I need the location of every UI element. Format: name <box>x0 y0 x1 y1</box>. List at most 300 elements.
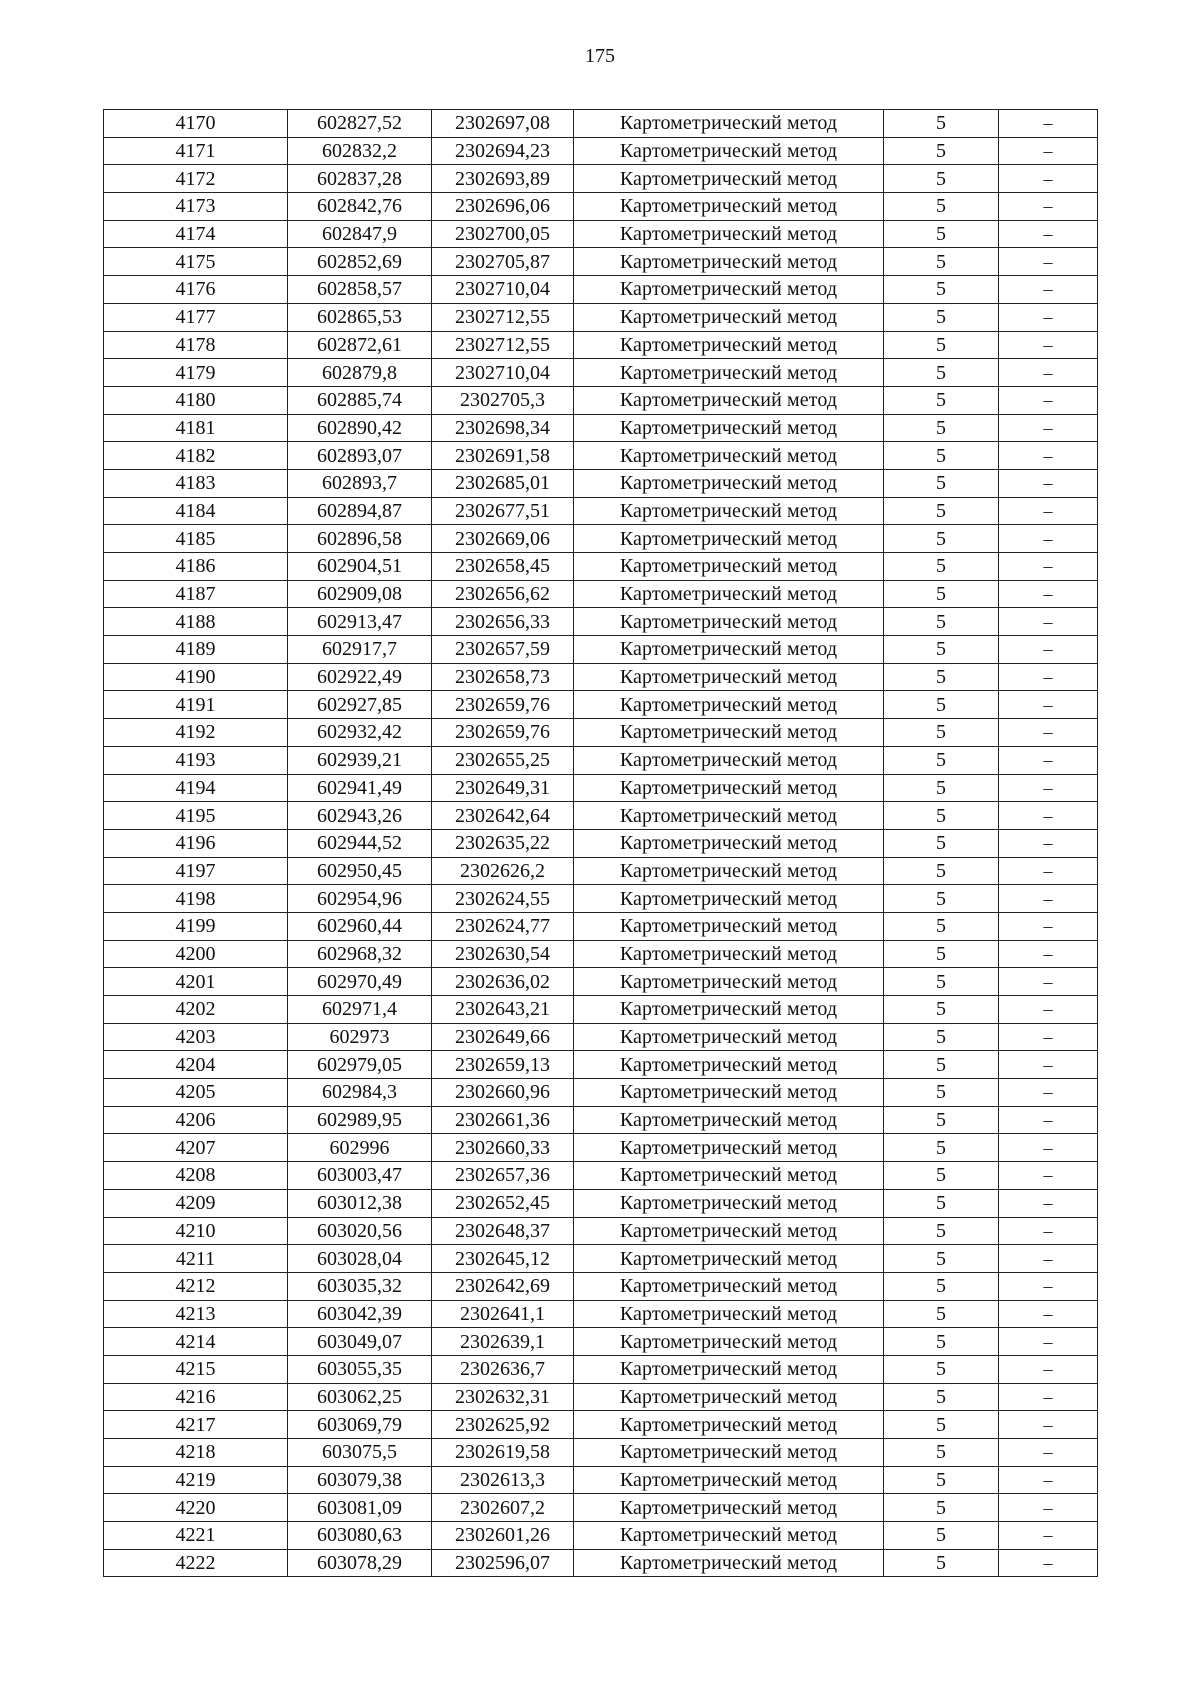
point-number-cell: 4215 <box>104 1355 288 1383</box>
method-cell: Картометрический метод <box>574 996 884 1024</box>
table-row <box>104 1106 1098 1134</box>
point-number-cell: 4183 <box>104 469 288 497</box>
coordinates-table <box>103 109 1098 1577</box>
point-number-cell: 4186 <box>104 553 288 581</box>
method-cell: Картометрический метод <box>574 1355 884 1383</box>
y-coordinate-cell: 2302710,04 <box>432 359 574 387</box>
y-coordinate-cell: 2302624,55 <box>432 885 574 913</box>
table-row <box>104 1162 1098 1190</box>
page-number: 175 <box>585 45 615 67</box>
y-coordinate-cell: 2302652,45 <box>432 1189 574 1217</box>
x-coordinate-cell: 602996 <box>288 1134 432 1162</box>
note-cell: – <box>999 1383 1098 1411</box>
method-cell: Картометрический метод <box>574 1189 884 1217</box>
table-row <box>104 996 1098 1024</box>
table-row <box>104 746 1098 774</box>
accuracy-cell: 5 <box>884 1051 999 1079</box>
method-cell: Картометрический метод <box>574 303 884 331</box>
accuracy-cell: 5 <box>884 220 999 248</box>
point-number-cell: 4222 <box>104 1549 288 1577</box>
y-coordinate-cell: 2302626,2 <box>432 857 574 885</box>
x-coordinate-cell: 602971,4 <box>288 996 432 1024</box>
x-coordinate-cell: 602852,69 <box>288 248 432 276</box>
table-row <box>104 857 1098 885</box>
note-cell: – <box>999 663 1098 691</box>
x-coordinate-cell: 602941,49 <box>288 774 432 802</box>
x-coordinate-cell: 602950,45 <box>288 857 432 885</box>
x-coordinate-cell: 602837,28 <box>288 165 432 193</box>
method-cell: Картометрический метод <box>574 1245 884 1273</box>
y-coordinate-cell: 2302649,31 <box>432 774 574 802</box>
note-cell: – <box>999 110 1098 138</box>
table-row <box>104 1217 1098 1245</box>
note-cell: – <box>999 276 1098 304</box>
note-cell: – <box>999 386 1098 414</box>
point-number-cell: 4189 <box>104 636 288 664</box>
point-number-cell: 4192 <box>104 719 288 747</box>
x-coordinate-cell: 602939,21 <box>288 746 432 774</box>
note-cell: – <box>999 1162 1098 1190</box>
y-coordinate-cell: 2302660,96 <box>432 1079 574 1107</box>
y-coordinate-cell: 2302659,76 <box>432 691 574 719</box>
x-coordinate-cell: 602984,3 <box>288 1079 432 1107</box>
point-number-cell: 4209 <box>104 1189 288 1217</box>
note-cell: – <box>999 746 1098 774</box>
accuracy-cell: 5 <box>884 386 999 414</box>
note-cell: – <box>999 940 1098 968</box>
x-coordinate-cell: 602979,05 <box>288 1051 432 1079</box>
accuracy-cell: 5 <box>884 137 999 165</box>
y-coordinate-cell: 2302657,59 <box>432 636 574 664</box>
x-coordinate-cell: 602885,74 <box>288 386 432 414</box>
x-coordinate-cell: 602858,57 <box>288 276 432 304</box>
method-cell: Картометрический метод <box>574 1328 884 1356</box>
x-coordinate-cell: 602872,61 <box>288 331 432 359</box>
table-row <box>104 303 1098 331</box>
x-coordinate-cell: 602904,51 <box>288 553 432 581</box>
note-cell: – <box>999 1106 1098 1134</box>
note-cell: – <box>999 1079 1098 1107</box>
table-row <box>104 1466 1098 1494</box>
accuracy-cell: 5 <box>884 165 999 193</box>
point-number-cell: 4198 <box>104 885 288 913</box>
accuracy-cell: 5 <box>884 1162 999 1190</box>
accuracy-cell: 5 <box>884 1079 999 1107</box>
x-coordinate-cell: 603003,47 <box>288 1162 432 1190</box>
note-cell: – <box>999 691 1098 719</box>
method-cell: Картометрический метод <box>574 1411 884 1439</box>
x-coordinate-cell: 603035,32 <box>288 1272 432 1300</box>
x-coordinate-cell: 602932,42 <box>288 719 432 747</box>
note-cell: – <box>999 1439 1098 1467</box>
note-cell: – <box>999 497 1098 525</box>
y-coordinate-cell: 2302656,62 <box>432 580 574 608</box>
method-cell: Картометрический метод <box>574 580 884 608</box>
note-cell: – <box>999 525 1098 553</box>
point-number-cell: 4199 <box>104 912 288 940</box>
accuracy-cell: 5 <box>884 663 999 691</box>
method-cell: Картометрический метод <box>574 1051 884 1079</box>
note-cell: – <box>999 442 1098 470</box>
note-cell: – <box>999 1522 1098 1550</box>
accuracy-cell: 5 <box>884 248 999 276</box>
method-cell: Картометрический метод <box>574 912 884 940</box>
x-coordinate-cell: 603078,29 <box>288 1549 432 1577</box>
y-coordinate-cell: 2302694,23 <box>432 137 574 165</box>
accuracy-cell: 5 <box>884 303 999 331</box>
point-number-cell: 4172 <box>104 165 288 193</box>
y-coordinate-cell: 2302649,66 <box>432 1023 574 1051</box>
accuracy-cell: 5 <box>884 968 999 996</box>
y-coordinate-cell: 2302705,87 <box>432 248 574 276</box>
accuracy-cell: 5 <box>884 193 999 221</box>
note-cell: – <box>999 857 1098 885</box>
y-coordinate-cell: 2302659,76 <box>432 719 574 747</box>
note-cell: – <box>999 1134 1098 1162</box>
y-coordinate-cell: 2302655,25 <box>432 746 574 774</box>
y-coordinate-cell: 2302642,69 <box>432 1272 574 1300</box>
table-row <box>104 691 1098 719</box>
table-row <box>104 1245 1098 1273</box>
accuracy-cell: 5 <box>884 497 999 525</box>
method-cell: Картометрический метод <box>574 193 884 221</box>
note-cell: – <box>999 1355 1098 1383</box>
method-cell: Картометрический метод <box>574 636 884 664</box>
accuracy-cell: 5 <box>884 1300 999 1328</box>
point-number-cell: 4200 <box>104 940 288 968</box>
point-number-cell: 4181 <box>104 414 288 442</box>
x-coordinate-cell: 602944,52 <box>288 829 432 857</box>
method-cell: Картометрический метод <box>574 968 884 996</box>
note-cell: – <box>999 469 1098 497</box>
point-number-cell: 4211 <box>104 1245 288 1273</box>
table-row <box>104 193 1098 221</box>
x-coordinate-cell: 602847,9 <box>288 220 432 248</box>
x-coordinate-cell: 602827,52 <box>288 110 432 138</box>
note-cell: – <box>999 1466 1098 1494</box>
accuracy-cell: 5 <box>884 774 999 802</box>
accuracy-cell: 5 <box>884 469 999 497</box>
method-cell: Картометрический метод <box>574 1466 884 1494</box>
point-number-cell: 4219 <box>104 1466 288 1494</box>
note-cell: – <box>999 165 1098 193</box>
method-cell: Картометрический метод <box>574 220 884 248</box>
x-coordinate-cell: 603062,25 <box>288 1383 432 1411</box>
y-coordinate-cell: 2302660,33 <box>432 1134 574 1162</box>
y-coordinate-cell: 2302669,06 <box>432 525 574 553</box>
accuracy-cell: 5 <box>884 1411 999 1439</box>
method-cell: Картометрический метод <box>574 553 884 581</box>
table-row <box>104 829 1098 857</box>
method-cell: Картометрический метод <box>574 248 884 276</box>
x-coordinate-cell: 602865,53 <box>288 303 432 331</box>
x-coordinate-cell: 602893,7 <box>288 469 432 497</box>
y-coordinate-cell: 2302696,06 <box>432 193 574 221</box>
x-coordinate-cell: 602842,76 <box>288 193 432 221</box>
method-cell: Картометрический метод <box>574 802 884 830</box>
method-cell: Картометрический метод <box>574 331 884 359</box>
point-number-cell: 4196 <box>104 829 288 857</box>
point-number-cell: 4180 <box>104 386 288 414</box>
y-coordinate-cell: 2302685,01 <box>432 469 574 497</box>
x-coordinate-cell: 603081,09 <box>288 1494 432 1522</box>
table-row <box>104 331 1098 359</box>
method-cell: Картометрический метод <box>574 857 884 885</box>
table-row <box>104 1383 1098 1411</box>
x-coordinate-cell: 603012,38 <box>288 1189 432 1217</box>
accuracy-cell: 5 <box>884 525 999 553</box>
coordinates-table-body <box>104 110 1098 1577</box>
note-cell: – <box>999 580 1098 608</box>
method-cell: Картометрический метод <box>574 1134 884 1162</box>
accuracy-cell: 5 <box>884 580 999 608</box>
accuracy-cell: 5 <box>884 996 999 1024</box>
accuracy-cell: 5 <box>884 1466 999 1494</box>
accuracy-cell: 5 <box>884 1328 999 1356</box>
table-row <box>104 1439 1098 1467</box>
note-cell: – <box>999 719 1098 747</box>
method-cell: Картометрический метод <box>574 414 884 442</box>
y-coordinate-cell: 2302710,04 <box>432 276 574 304</box>
note-cell: – <box>999 802 1098 830</box>
note-cell: – <box>999 331 1098 359</box>
method-cell: Картометрический метод <box>574 1106 884 1134</box>
accuracy-cell: 5 <box>884 359 999 387</box>
table-row <box>104 663 1098 691</box>
note-cell: – <box>999 248 1098 276</box>
note-cell: – <box>999 1411 1098 1439</box>
note-cell: – <box>999 1023 1098 1051</box>
accuracy-cell: 5 <box>884 1245 999 1273</box>
accuracy-cell: 5 <box>884 1189 999 1217</box>
y-coordinate-cell: 2302639,1 <box>432 1328 574 1356</box>
y-coordinate-cell: 2302643,21 <box>432 996 574 1024</box>
accuracy-cell: 5 <box>884 940 999 968</box>
method-cell: Картометрический метод <box>574 1439 884 1467</box>
note-cell: – <box>999 1245 1098 1273</box>
table-row <box>104 1079 1098 1107</box>
point-number-cell: 4214 <box>104 1328 288 1356</box>
point-number-cell: 4193 <box>104 746 288 774</box>
note-cell: – <box>999 968 1098 996</box>
method-cell: Картометрический метод <box>574 1522 884 1550</box>
accuracy-cell: 5 <box>884 829 999 857</box>
x-coordinate-cell: 602894,87 <box>288 497 432 525</box>
table-row <box>104 1189 1098 1217</box>
y-coordinate-cell: 2302624,77 <box>432 912 574 940</box>
point-number-cell: 4207 <box>104 1134 288 1162</box>
method-cell: Картометрический метод <box>574 1549 884 1577</box>
y-coordinate-cell: 2302656,33 <box>432 608 574 636</box>
y-coordinate-cell: 2302661,36 <box>432 1106 574 1134</box>
table-row <box>104 1522 1098 1550</box>
table-row <box>104 1411 1098 1439</box>
point-number-cell: 4202 <box>104 996 288 1024</box>
x-coordinate-cell: 603079,38 <box>288 1466 432 1494</box>
table-row <box>104 580 1098 608</box>
table-row <box>104 220 1098 248</box>
y-coordinate-cell: 2302691,58 <box>432 442 574 470</box>
x-coordinate-cell: 602893,07 <box>288 442 432 470</box>
accuracy-cell: 5 <box>884 110 999 138</box>
y-coordinate-cell: 2302632,31 <box>432 1383 574 1411</box>
point-number-cell: 4184 <box>104 497 288 525</box>
y-coordinate-cell: 2302659,13 <box>432 1051 574 1079</box>
point-number-cell: 4218 <box>104 1439 288 1467</box>
point-number-cell: 4171 <box>104 137 288 165</box>
method-cell: Картометрический метод <box>574 137 884 165</box>
note-cell: – <box>999 359 1098 387</box>
accuracy-cell: 5 <box>884 276 999 304</box>
x-coordinate-cell: 603080,63 <box>288 1522 432 1550</box>
method-cell: Картометрический метод <box>574 1383 884 1411</box>
y-coordinate-cell: 2302658,73 <box>432 663 574 691</box>
table-row <box>104 1355 1098 1383</box>
y-coordinate-cell: 2302630,54 <box>432 940 574 968</box>
accuracy-cell: 5 <box>884 719 999 747</box>
y-coordinate-cell: 2302677,51 <box>432 497 574 525</box>
method-cell: Картометрический метод <box>574 746 884 774</box>
x-coordinate-cell: 603042,39 <box>288 1300 432 1328</box>
y-coordinate-cell: 2302657,36 <box>432 1162 574 1190</box>
accuracy-cell: 5 <box>884 857 999 885</box>
y-coordinate-cell: 2302635,22 <box>432 829 574 857</box>
y-coordinate-cell: 2302596,07 <box>432 1549 574 1577</box>
note-cell: – <box>999 553 1098 581</box>
point-number-cell: 4188 <box>104 608 288 636</box>
method-cell: Картометрический метод <box>574 1217 884 1245</box>
table-row <box>104 885 1098 913</box>
y-coordinate-cell: 2302698,34 <box>432 414 574 442</box>
y-coordinate-cell: 2302697,08 <box>432 110 574 138</box>
method-cell: Картометрический метод <box>574 525 884 553</box>
point-number-cell: 4216 <box>104 1383 288 1411</box>
method-cell: Картометрический метод <box>574 359 884 387</box>
table-row <box>104 940 1098 968</box>
point-number-cell: 4208 <box>104 1162 288 1190</box>
point-number-cell: 4182 <box>104 442 288 470</box>
y-coordinate-cell: 2302705,3 <box>432 386 574 414</box>
note-cell: – <box>999 912 1098 940</box>
table-row <box>104 414 1098 442</box>
accuracy-cell: 5 <box>884 1272 999 1300</box>
method-cell: Картометрический метод <box>574 442 884 470</box>
accuracy-cell: 5 <box>884 331 999 359</box>
note-cell: – <box>999 1494 1098 1522</box>
accuracy-cell: 5 <box>884 553 999 581</box>
y-coordinate-cell: 2302607,2 <box>432 1494 574 1522</box>
method-cell: Картометрический метод <box>574 719 884 747</box>
note-cell: – <box>999 1189 1098 1217</box>
y-coordinate-cell: 2302625,92 <box>432 1411 574 1439</box>
accuracy-cell: 5 <box>884 691 999 719</box>
x-coordinate-cell: 602973 <box>288 1023 432 1051</box>
table-row <box>104 165 1098 193</box>
note-cell: – <box>999 996 1098 1024</box>
method-cell: Картометрический метод <box>574 1079 884 1107</box>
y-coordinate-cell: 2302658,45 <box>432 553 574 581</box>
x-coordinate-cell: 602922,49 <box>288 663 432 691</box>
table-row <box>104 636 1098 664</box>
table-row <box>104 774 1098 802</box>
table-row <box>104 1051 1098 1079</box>
method-cell: Картометрический метод <box>574 885 884 913</box>
note-cell: – <box>999 1051 1098 1079</box>
x-coordinate-cell: 603055,35 <box>288 1355 432 1383</box>
x-coordinate-cell: 602896,58 <box>288 525 432 553</box>
y-coordinate-cell: 2302619,58 <box>432 1439 574 1467</box>
point-number-cell: 4191 <box>104 691 288 719</box>
point-number-cell: 4175 <box>104 248 288 276</box>
note-cell: – <box>999 608 1098 636</box>
accuracy-cell: 5 <box>884 885 999 913</box>
point-number-cell: 4213 <box>104 1300 288 1328</box>
y-coordinate-cell: 2302613,3 <box>432 1466 574 1494</box>
point-number-cell: 4217 <box>104 1411 288 1439</box>
method-cell: Картометрический метод <box>574 691 884 719</box>
accuracy-cell: 5 <box>884 1522 999 1550</box>
y-coordinate-cell: 2302636,02 <box>432 968 574 996</box>
point-number-cell: 4197 <box>104 857 288 885</box>
accuracy-cell: 5 <box>884 746 999 774</box>
x-coordinate-cell: 602943,26 <box>288 802 432 830</box>
point-number-cell: 4174 <box>104 220 288 248</box>
table-row <box>104 608 1098 636</box>
table-row <box>104 719 1098 747</box>
note-cell: – <box>999 303 1098 331</box>
method-cell: Картометрический метод <box>574 1162 884 1190</box>
method-cell: Картометрический метод <box>574 940 884 968</box>
note-cell: – <box>999 1300 1098 1328</box>
point-number-cell: 4205 <box>104 1079 288 1107</box>
point-number-cell: 4178 <box>104 331 288 359</box>
method-cell: Картометрический метод <box>574 829 884 857</box>
point-number-cell: 4170 <box>104 110 288 138</box>
y-coordinate-cell: 2302641,1 <box>432 1300 574 1328</box>
x-coordinate-cell: 602909,08 <box>288 580 432 608</box>
y-coordinate-cell: 2302645,12 <box>432 1245 574 1273</box>
point-number-cell: 4206 <box>104 1106 288 1134</box>
method-cell: Картометрический метод <box>574 165 884 193</box>
point-number-cell: 4190 <box>104 663 288 691</box>
table-row <box>104 386 1098 414</box>
table-row <box>104 359 1098 387</box>
point-number-cell: 4194 <box>104 774 288 802</box>
method-cell: Картометрический метод <box>574 1023 884 1051</box>
method-cell: Картометрический метод <box>574 663 884 691</box>
point-number-cell: 4221 <box>104 1522 288 1550</box>
accuracy-cell: 5 <box>884 414 999 442</box>
note-cell: – <box>999 193 1098 221</box>
method-cell: Картометрический метод <box>574 386 884 414</box>
point-number-cell: 4195 <box>104 802 288 830</box>
accuracy-cell: 5 <box>884 1549 999 1577</box>
x-coordinate-cell: 602989,95 <box>288 1106 432 1134</box>
point-number-cell: 4203 <box>104 1023 288 1051</box>
table-row <box>104 110 1098 138</box>
table-row <box>104 802 1098 830</box>
point-number-cell: 4173 <box>104 193 288 221</box>
y-coordinate-cell: 2302693,89 <box>432 165 574 193</box>
y-coordinate-cell: 2302648,37 <box>432 1217 574 1245</box>
x-coordinate-cell: 602913,47 <box>288 608 432 636</box>
point-number-cell: 4179 <box>104 359 288 387</box>
method-cell: Картометрический метод <box>574 1300 884 1328</box>
method-cell: Картометрический метод <box>574 1494 884 1522</box>
note-cell: – <box>999 774 1098 802</box>
accuracy-cell: 5 <box>884 1355 999 1383</box>
table-row <box>104 1023 1098 1051</box>
